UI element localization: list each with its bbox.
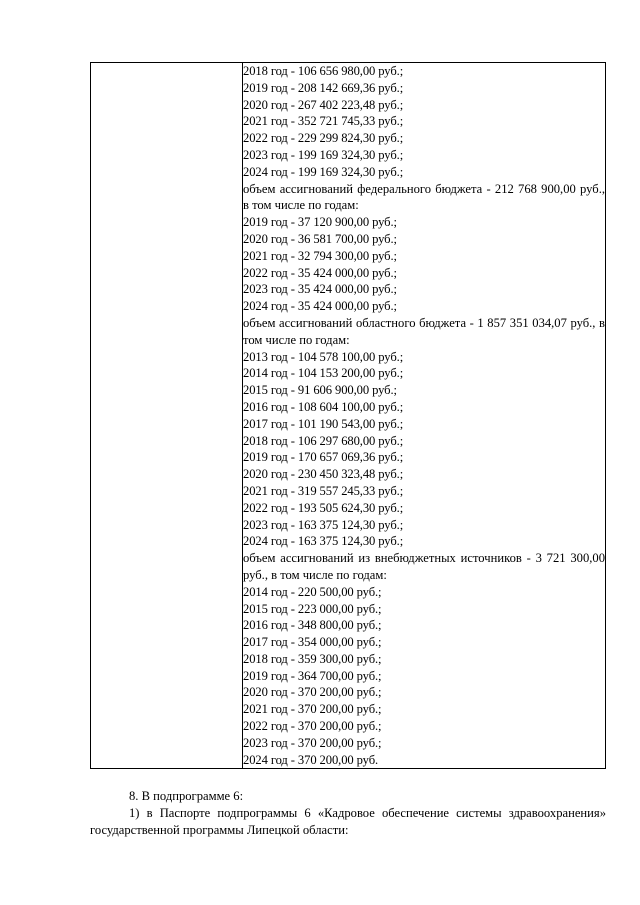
year-line: 2024 год - 199 169 324,30 руб.;	[243, 164, 404, 179]
year-line: 2014 год - 104 153 200,00 руб.;	[243, 366, 404, 381]
year-line: 2021 год - 370 200,00 руб.;	[243, 702, 382, 717]
year-line: 2020 год - 36 581 700,00 руб.;	[243, 231, 397, 246]
year-line: 2020 год - 370 200,00 руб.;	[243, 685, 382, 700]
year-line: 2017 год - 354 000,00 руб.;	[243, 635, 382, 650]
table-row	[91, 63, 606, 769]
year-line: 2018 год - 106 297 680,00 руб.;	[243, 433, 404, 448]
regional-year-list	[243, 349, 605, 551]
year-line: 2014 год - 220 500,00 руб.;	[243, 584, 382, 599]
year-line: 2020 год - 267 402 223,48 руб.;	[243, 97, 404, 112]
year-line: 2015 год - 223 000,00 руб.;	[243, 601, 382, 616]
year-line: 2019 год - 37 120 900,00 руб.;	[243, 215, 397, 230]
year-line: 2022 год - 193 505 624,30 руб.;	[243, 500, 404, 515]
funding-table	[90, 62, 606, 769]
table-right-cell	[243, 63, 606, 769]
year-line: 2023 год - 370 200,00 руб.;	[243, 735, 382, 750]
year-line: 2020 год - 230 450 323,48 руб.;	[243, 467, 404, 482]
extrabudgetary-year-list	[243, 584, 605, 769]
year-line: 2022 год - 370 200,00 руб.;	[243, 719, 382, 734]
year-line: 2018 год - 106 656 980,00 руб.;	[243, 64, 404, 78]
year-line: 2015 год - 91 606 900,00 руб.;	[243, 383, 397, 398]
year-line: 2022 год - 35 424 000,00 руб.;	[243, 265, 397, 280]
year-line: 2023 год - 35 424 000,00 руб.;	[243, 282, 397, 297]
year-line: 2021 год - 32 794 300,00 руб.;	[243, 248, 397, 263]
federal-budget-intro: объем ассигнований федерального бюджета - 212 768 900,00 руб., в том числе по годам:	[243, 181, 605, 213]
post-table-text	[90, 788, 606, 838]
year-line: 2024 год - 163 375 124,30 руб.;	[243, 534, 404, 549]
section-paragraph: 1) в Паспорте подпрограммы 6 «Кадровое обеспечение системы здравоохранения» государственной программы Липецкой области:	[90, 805, 606, 837]
year-line: 2023 год - 199 169 324,30 руб.;	[243, 147, 404, 162]
year-line: 2021 год - 352 721 745,33 руб.;	[243, 114, 404, 129]
regional-budget-intro: объем ассигнований областного бюджета - 1 857 351 034,07 руб., в том числе по годам:	[243, 315, 605, 347]
year-line: 2017 год - 101 190 543,00 руб.;	[243, 416, 404, 431]
year-line: 2022 год - 229 299 824,30 руб.;	[243, 131, 404, 146]
year-line: 2019 год - 364 700,00 руб.;	[243, 668, 382, 683]
year-line: 2013 год - 104 578 100,00 руб.;	[243, 349, 404, 364]
year-line: 2024 год - 370 200,00 руб.	[243, 752, 379, 767]
year-line: 2016 год - 348 800,00 руб.;	[243, 618, 382, 633]
section-heading: 8. В подпрограмме 6:	[129, 789, 244, 803]
year-line: 2023 год - 163 375 124,30 руб.;	[243, 517, 404, 532]
extrabudgetary-intro: объем ассигнований из внебюджетных источников - 3 721 300,00 руб., в том числе по годам:	[243, 551, 605, 582]
year-list-a	[243, 63, 605, 181]
table-left-cell	[91, 63, 243, 769]
year-line: 2024 год - 35 424 000,00 руб.;	[243, 299, 397, 314]
year-line: 2021 год - 319 557 245,33 руб.;	[243, 483, 404, 498]
federal-year-list	[243, 214, 605, 315]
year-line: 2019 год - 208 142 669,36 руб.;	[243, 80, 404, 95]
year-line: 2018 год - 359 300,00 руб.;	[243, 651, 382, 666]
year-line: 2019 год - 170 657 069,36 руб.;	[243, 450, 404, 465]
year-line: 2016 год - 108 604 100,00 руб.;	[243, 399, 404, 414]
